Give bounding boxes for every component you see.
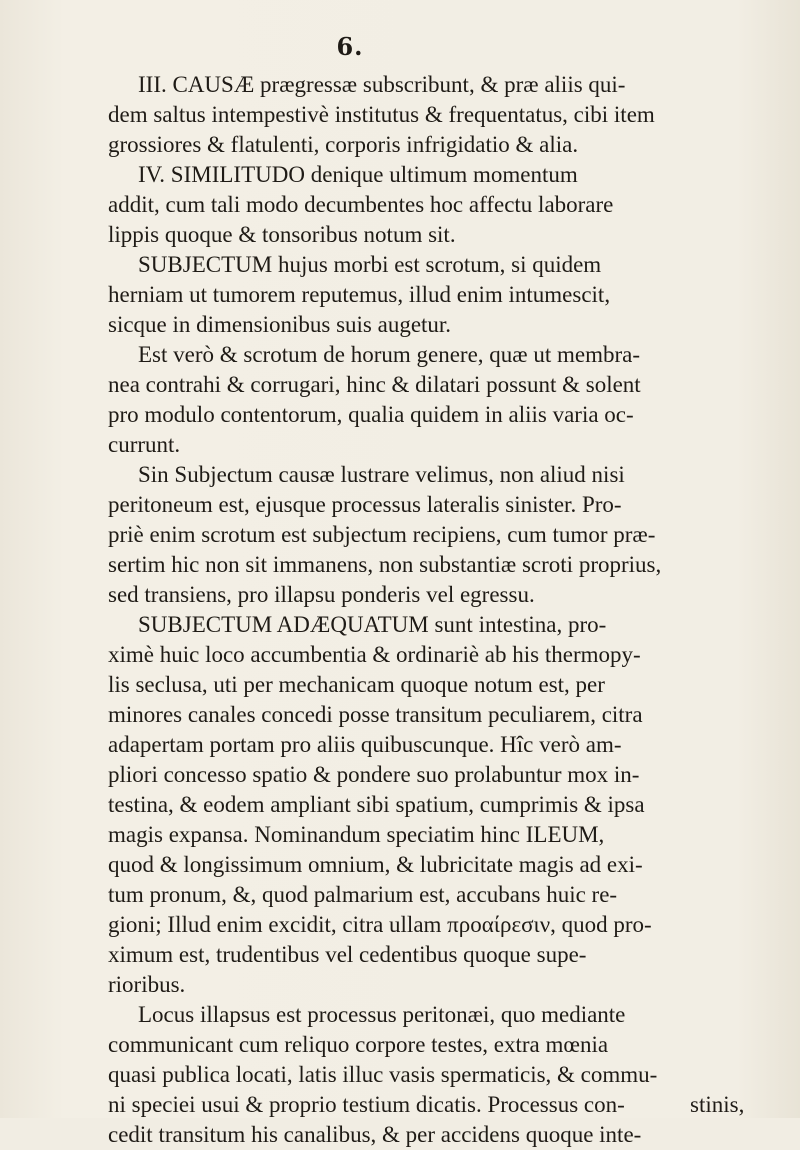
text-line: IV. SIMILITUDO denique ultimum momentum: [138, 162, 578, 187]
text-line: ximè huic loco accumbentia & ordinariè ab his thermopy-: [108, 642, 641, 667]
text-line: rioribus.: [108, 972, 186, 997]
text-line: quod & longissimum omnium, & lubricitate magis ad exi-: [108, 852, 643, 877]
text-line: lippis quoque & tonsoribus notum sit.: [108, 222, 456, 247]
text-line: herniam ut tumorem reputemus, illud enim intumescit,: [108, 282, 611, 307]
text-line: currunt.: [108, 432, 181, 457]
catchword: stinis,: [690, 1092, 745, 1117]
text-line: sertim hic non sit immanens, non substantiæ scroti proprius,: [108, 552, 662, 577]
text-line: communicant cum reliquo corpore testes, extra mœnia: [108, 1032, 609, 1057]
text-line: SUBJECTUM ADÆQUATUM sunt intestina, pro-: [138, 612, 607, 637]
text-line: nea contrahi & corrugari, hinc & dilatari possunt & solent: [108, 372, 641, 397]
text-line: III. CAUSÆ prægressæ subscribunt, & præ aliis qui-: [138, 72, 626, 97]
text-line: lis seclusa, uti per mechanicam quoque notum est, per: [108, 672, 605, 697]
text-line: grossiores & flatulenti, corporis infrigidatio & alia.: [108, 132, 579, 157]
text-line: Locus illapsus est processus peritonæi, quo mediante: [138, 1002, 626, 1027]
text-line: Est verò & scrotum de horum genere, quæ ut membra-: [138, 342, 641, 367]
text-line: adapertam portam pro aliis quibuscunque. Hîc verò am-: [108, 732, 622, 757]
text-line: ni speciei usui & proprio testium dicatis. Processus con-: [108, 1092, 625, 1117]
text-line: gioni; Illud enim excidit, citra ullam πρoαίρεσιν, quod pro-: [108, 912, 652, 937]
text-line: minores canales concedi posse transitum peculiarem, citra: [108, 702, 643, 727]
text-line: quasi publica locati, latis illuc vasis spermaticis, & commu-: [108, 1062, 658, 1087]
text-line: SUBJECTUM hujus morbi est scrotum, si quidem: [138, 252, 602, 277]
text-line: peritoneum est, ejusque processus lateralis sinister. Pro-: [108, 492, 622, 517]
text-line: sed transiens, pro illapsu ponderis vel egressu.: [108, 582, 535, 607]
text-line: priè enim scrotum est subjectum recipiens, cum tumor præ-: [108, 522, 656, 547]
text-line: magis expansa. Nominandum speciatim hinc ILEUM,: [108, 822, 605, 847]
text-line: tum pronum, &, quod palmarium est, accubans huic re-: [108, 882, 618, 907]
text-line: testina, & eodem ampliant sibi spatium, cumprimis & ipsa: [108, 792, 645, 817]
text-line: dem saltus intempestivè institutus & frequentatus, cibi item: [108, 102, 655, 127]
page-number: 6.: [336, 32, 364, 61]
text-line: pro modulo contentorum, qualia quidem in aliis varia oc-: [108, 402, 634, 427]
text-line: Sin Subjectum causæ lustrare velimus, non aliud nisi: [138, 462, 625, 487]
text-line: pliori concesso spatio & pondere suo prolabuntur mox in-: [108, 762, 640, 787]
text-line: addit, cum tali modo decumbentes hoc affectu laborare: [108, 192, 614, 217]
text-line: cedit transitum his canalibus, & per accidens quoque inte-: [108, 1122, 642, 1147]
text-line: ximum est, trudentibus vel cedentibus quoque supe-: [108, 942, 587, 967]
text-line: sicque in dimensionibus suis augetur.: [108, 312, 452, 337]
